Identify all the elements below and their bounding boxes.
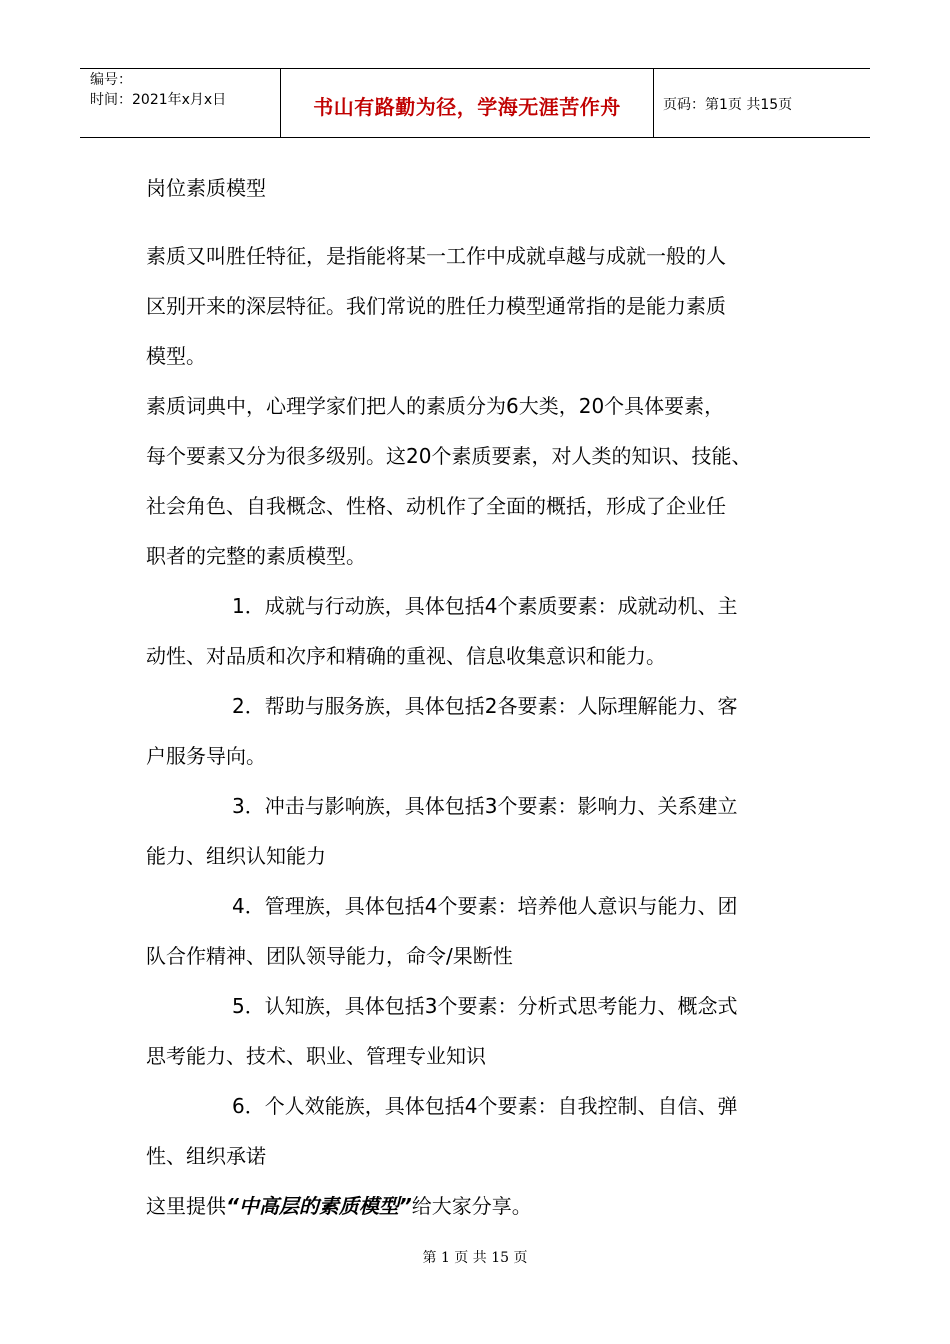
body-line: 社会角色、自我概念、性格、动机作了全面的概括，形成了企业任 (146, 494, 726, 518)
list-item-3-cont: 能力、组织认知能力 (146, 844, 326, 868)
list-item-6: 6．个人效能族，具体包括4个要素：自我控制、自信、弹 (232, 1094, 738, 1118)
body-line: 素质词典中，心理学家们把人的素质分为6大类，20个具体要素， (146, 394, 725, 418)
header-page-cell (653, 69, 870, 137)
body-line: 模型。 (146, 344, 206, 368)
body-line: 每个要素又分为很多级别。这20个素质要素，对人类的知识、技能、 (146, 444, 752, 468)
list-item-5: 5．认知族，具体包括3个要素：分析式思考能力、概念式 (232, 994, 738, 1018)
list-item-1: 1．成就与行动族，具体包括4个素质要素：成就动机、主 (232, 594, 738, 618)
closing-emphasis: “中高层的素质模型” (226, 1194, 412, 1218)
list-item-6-cont: 性、组织承诺 (146, 1144, 266, 1168)
list-item-4: 4．管理族，具体包括4个要素：培养他人意识与能力、团 (232, 894, 738, 918)
motto-text: 书山有路勤为径，学海无涯苦作舟 (313, 95, 621, 119)
document-header (80, 68, 870, 138)
page-footer: 第 1 页 共 15 页 (422, 1250, 528, 1266)
document-title: 岗位素质模型 (146, 176, 266, 200)
list-item-4-cont: 队合作精神、团队领导能力，命令/果断性 (146, 944, 513, 968)
list-item-2-cont: 户服务导向。 (146, 744, 266, 768)
list-item-5-cont: 思考能力、技术、职业、管理专业知识 (146, 1044, 486, 1068)
body-line: 职者的完整的素质模型。 (146, 544, 366, 568)
list-item-2: 2．帮助与服务族，具体包括2各要素：人际理解能力、客 (232, 694, 738, 718)
code-label: 编号： (90, 72, 132, 88)
closing-prefix: 这里提供 (146, 1194, 226, 1218)
page-info: 页码：第1页 共15页 (663, 97, 793, 113)
list-item-3: 3．冲击与影响族，具体包括3个要素：影响力、关系建立 (232, 794, 738, 818)
header-motto-cell (280, 69, 654, 137)
closing-line (146, 1192, 532, 1220)
closing-suffix: 给大家分享。 (411, 1194, 532, 1218)
body-line: 素质又叫胜任特征，是指能将某一工作中成就卓越与成就一般的人 (146, 244, 726, 268)
body-line: 区别开来的深层特征。我们常说的胜任力模型通常指的是能力素质 (146, 294, 726, 318)
time-label: 时间：2021年x月x日 (90, 92, 227, 108)
list-item-1-cont: 动性、对品质和次序和精确的重视、信息收集意识和能力。 (146, 644, 666, 668)
header-meta-cell (80, 69, 280, 137)
